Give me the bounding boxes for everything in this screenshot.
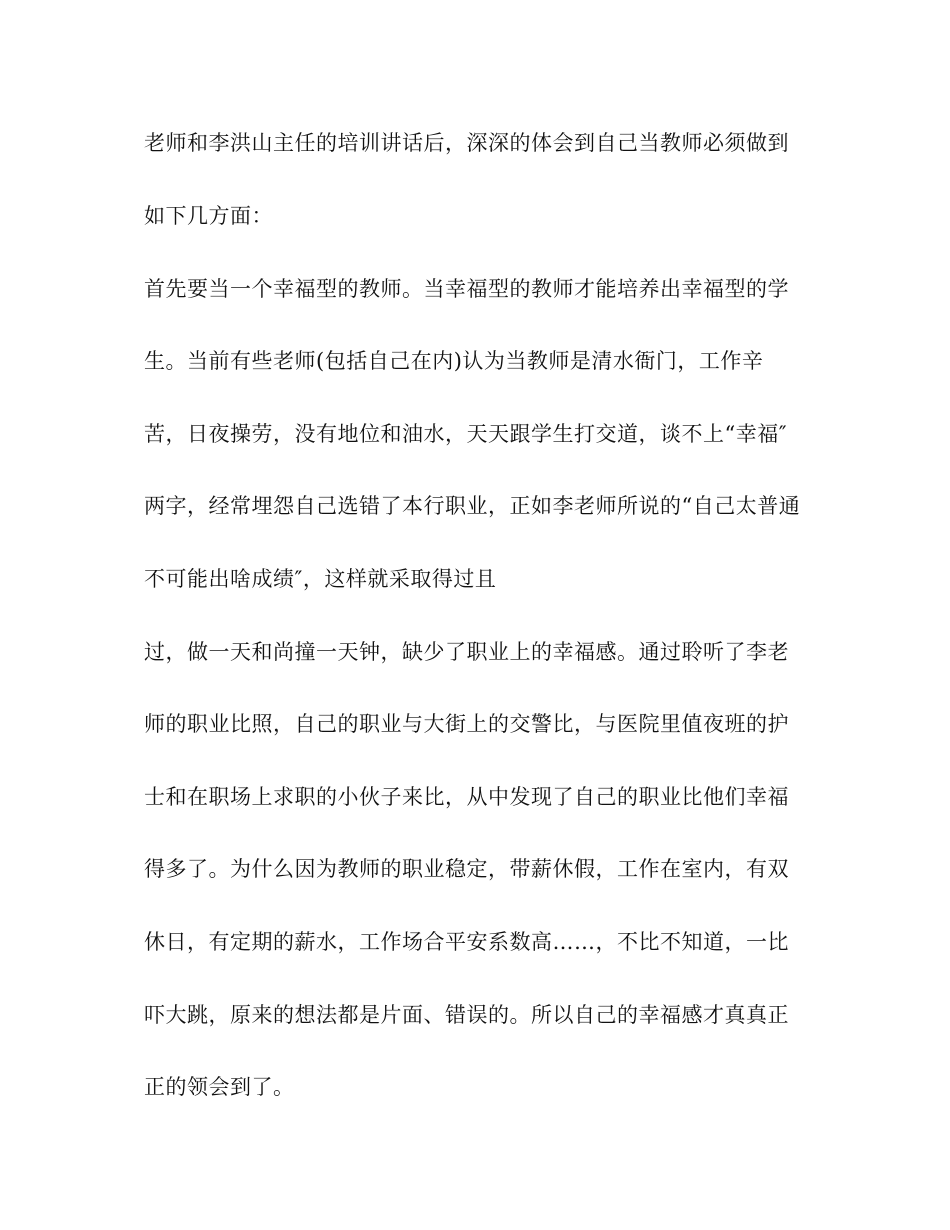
text-line: 过，做一天和尚撞一天钟，缺少了职业上的幸福感。通过聆听了李老 [144,640,789,664]
text-line: 如下几方面： [144,204,273,228]
text-line: 休日，有定期的薪水，工作场合平安系数高……，不比不知道，一比 [144,930,789,954]
text-line: 不可能出啥成绩″，这样就采取得过且 [144,567,497,591]
text-line: 苦，日夜操劳，没有地位和油水，天天跟学生打交道，谈不上“幸福″ [144,422,788,446]
text-line: 首先要当一个幸福型的教师。当幸福型的教师才能培养出幸福型的学 [144,277,789,301]
text-line: 两字，经常埋怨自己选错了本行职业，正如李老师所说的“自己太普通 [144,494,801,518]
text-line: 生。当前有些老师(包括自己在内)认为当教师是清水衙门，工作辛 [144,349,764,373]
text-line: 吓大跳，原来的想法都是片面、错误的。所以自己的幸福感才真真正 [144,1003,789,1027]
text-line: 正的领会到了。 [144,1075,295,1099]
text-line: 得多了。为什么因为教师的职业稳定，带薪休假，工作在室内，有双 [144,857,789,881]
text-line: 老师和李洪山主任的培训讲话后，深深的体会到自己当教师必须做到 [144,131,789,155]
text-line: 士和在职场上求职的小伙子来比，从中发现了自己的职业比他们幸福 [144,785,789,809]
text-line: 师的职业比照，自己的职业与大街上的交警比，与医院里值夜班的护 [144,712,789,736]
